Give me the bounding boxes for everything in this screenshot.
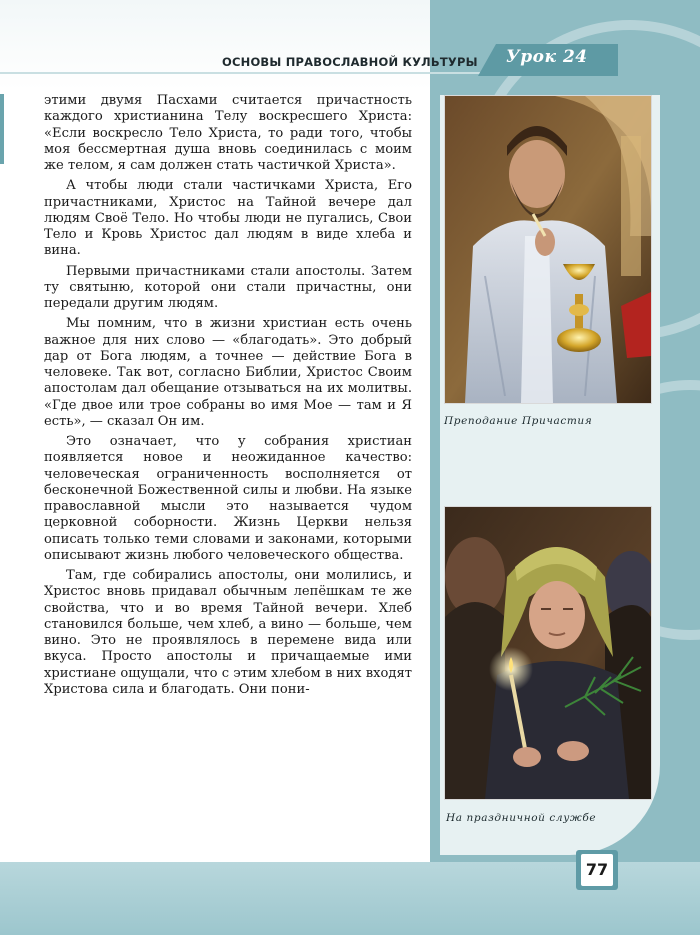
header-rule [0, 72, 480, 74]
paragraph: Это означает, что у собрания христиан появляется новое и неожиданное качество: человеческая ограниченность восполняется от бесконечной Божественной силы и любви. На языке православной мысли это называется чудом церковной соборности. Жизнь Церкви нельзя описать только теми словами и законами, которыми описывают жизнь любого человеческого общества. [44, 434, 412, 563]
page-number: 77 [581, 854, 613, 886]
paragraph: Первыми причастниками стали апостолы. Затем ту святыню, которой они стали причастны, они передали другим людям. [44, 263, 412, 311]
photo-caption: Преподание Причастия [444, 415, 593, 427]
running-title: ОСНОВЫ ПРАВОСЛАВНОЙ КУЛЬТУРЫ [222, 55, 478, 69]
photo-communion [444, 95, 652, 404]
header-background [0, 0, 470, 90]
photo-festive-service-illustration [445, 507, 651, 799]
left-edge-marker [0, 94, 4, 164]
paragraph: А чтобы люди стали частичками Христа, Его причастниками, Христос на Тайной вечере дал людям Своё Тело. Но чтобы люди не пугались, Свои Тело и Кровь Христос дал людям в виде хлеба и вина. [44, 178, 412, 259]
main-text-column [44, 93, 412, 698]
photo-caption: На праздничной службе [446, 812, 597, 824]
paragraph: этими двумя Пасхами считается причастность каждого христианина Телу воскресшего Христа: «Если воскресло Тело Христа, то ради того, чтобы моя бессмертная душа вновь соединилась с моим же телом, я сам должен стать частичкой Христа». [44, 93, 412, 173]
photo-festive-service [444, 506, 652, 800]
paragraph: Мы помним, что в жизни христиан есть очень важное для них слово — «благодать». Это добрый дар от Бога людям, а точнее — действие Бога в человеке. Так вот, согласно Библии, Христос Своим апостолам дал обещание отзываться на их молитвы. «Где двое или трое собраны во имя Мое — там и Я есть», — сказал Он им. [44, 316, 412, 429]
photo-communion-illustration [445, 96, 651, 403]
paragraph: Там, где собирались апостолы, они молились, и Христос вновь придавал обычным лепёшкам те же свойства, что и во время Тайной вечери. Хлеб становился больше, чем хлеб, а вино — больше, чем вино. Это не проявлялось в перемене вида или вкуса. Просто апостолы и причащаемые ими христиане ощущали, что с этим хлебом в них входят Христова сила и благодать. Они пони- [44, 568, 412, 697]
lesson-label: Урок 24 [506, 47, 588, 67]
